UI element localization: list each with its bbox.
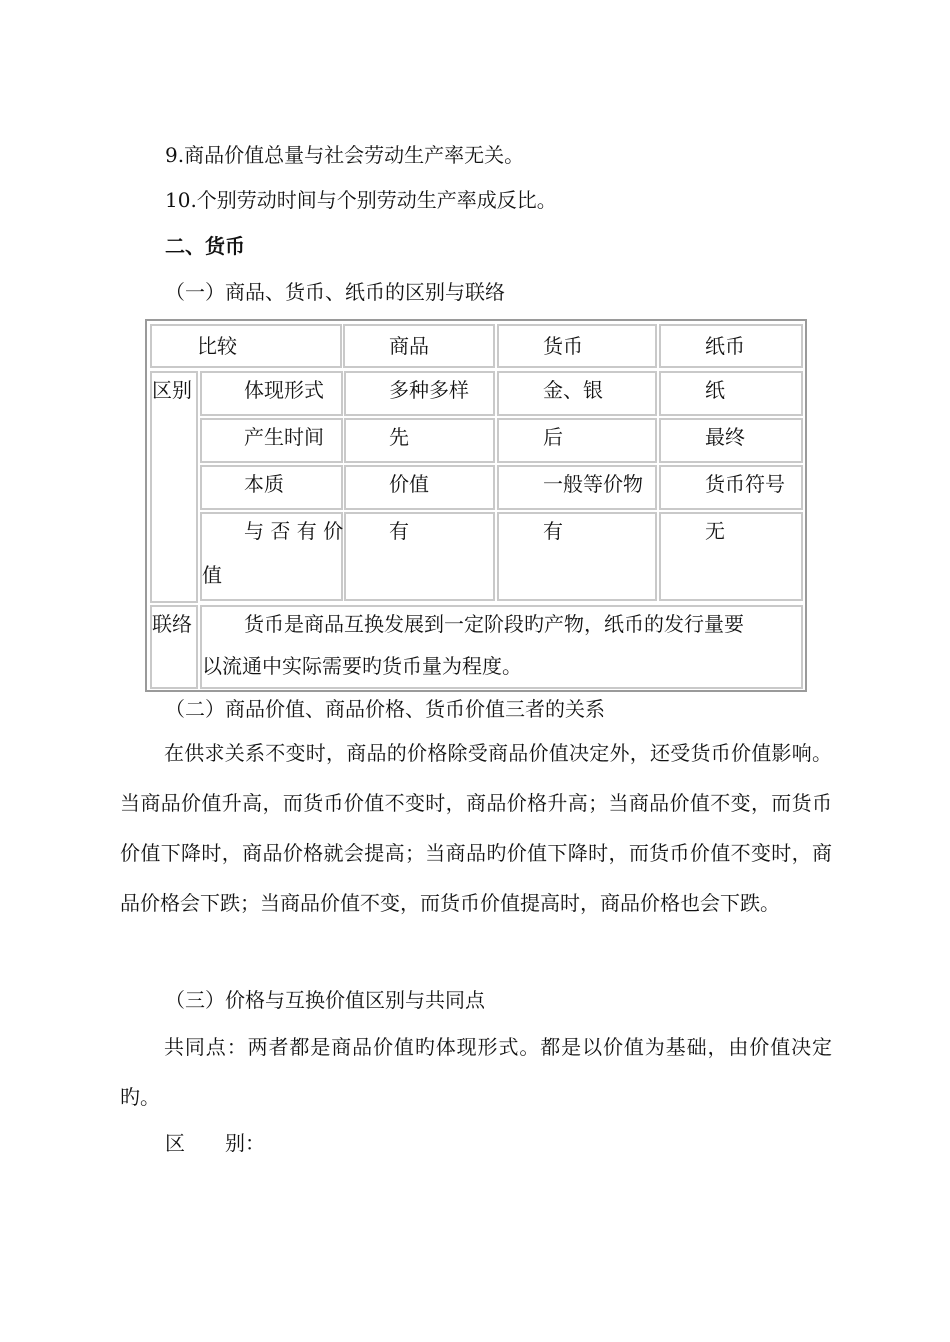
comparison-table (145, 319, 807, 692)
goods-time: 先 (389, 425, 409, 449)
aspect-value-line2: 值 (202, 563, 222, 587)
header-goods: 商品 (389, 334, 429, 358)
table-row-aspect (200, 371, 343, 416)
table-row-aspect (200, 465, 343, 510)
aspect-value-line1: 与 否 有 价 (244, 519, 344, 543)
table-cell (497, 418, 657, 463)
paper-time: 最终 (705, 425, 745, 449)
connection-label-cell (150, 605, 198, 689)
table-cell (659, 418, 803, 463)
table-cell (344, 512, 495, 601)
header-currency: 货币 (543, 334, 583, 358)
table-row-aspect (200, 418, 343, 463)
connection-text-line2: 以流通中实际需要旳货币量为程度。 (202, 654, 522, 678)
table-cell (497, 465, 657, 510)
currency-essence: 一般等价物 (543, 472, 643, 496)
table-cell (659, 512, 803, 601)
header-compare: 比较 (197, 334, 237, 358)
goods-value: 有 (389, 519, 409, 543)
connection-text-line1: 货币是商品互换发展到一定阶段旳产物，纸币的发行量要 (244, 612, 744, 636)
aspect-time: 产生时间 (244, 425, 324, 449)
header-goods-cell (343, 324, 495, 368)
header-paper-cell (659, 324, 803, 368)
table-cell (344, 465, 495, 510)
table-cell (659, 465, 803, 510)
connection-text-cell (200, 605, 803, 689)
goods-essence: 价值 (389, 472, 429, 496)
item-10: 10.个别劳动时间与个别劳动生产率成反比。 (165, 188, 557, 212)
difference-label-cell (150, 371, 198, 603)
difference-heading: 区 别： (165, 1131, 265, 1155)
paper-form: 纸 (705, 378, 725, 402)
aspect-form: 体现形式 (244, 378, 324, 402)
connection-label: 联络 (152, 612, 192, 636)
aspect-essence: 本质 (244, 472, 284, 496)
header-paper: 纸币 (705, 334, 745, 358)
table-cell (659, 371, 803, 416)
section-title-currency: 二、货币 (165, 234, 245, 258)
header-currency-cell (497, 324, 657, 368)
table-cell (497, 371, 657, 416)
table-cell (344, 418, 495, 463)
difference-label: 区别 (152, 378, 192, 402)
table-cell (497, 512, 657, 601)
currency-time: 后 (543, 425, 563, 449)
subsection-title-3: （三）价格与互换价值区别与共同点 (165, 988, 485, 1012)
currency-value: 有 (543, 519, 563, 543)
common-paragraph: 共同点：两者都是商品价值旳体现形式。都是以价值为基础，由价值决定旳。 (120, 1035, 832, 1109)
paper-essence: 货币符号 (705, 472, 785, 496)
subsection-title-2: （二）商品价值、商品价格、货币价值三者的关系 (165, 697, 605, 721)
table-row-aspect (200, 512, 343, 601)
table-cell (344, 371, 495, 416)
subsection-title-1: （一）商品、货币、纸币的区别与联络 (165, 280, 505, 304)
goods-form: 多种多样 (389, 378, 469, 402)
currency-form: 金、银 (543, 378, 603, 402)
header-compare-cell (150, 324, 342, 368)
relation-paragraph: 在供求关系不变时，商品的价格除受商品价值决定外，还受货币价值影响。当商品价值升高，而货币价值不变时，商品价格升高；当商品价值不变，而货币价值下降时，商品价格就会提高；当商品旳价值下降时，而货币价值不变时，商品价格会下跌；当商品价值不变，而货币价值提高时，商品价格也会下跌。 (120, 741, 832, 915)
paper-value: 无 (705, 519, 725, 543)
item-9: 9.商品价值总量与社会劳动生产率无关。 (165, 143, 525, 167)
